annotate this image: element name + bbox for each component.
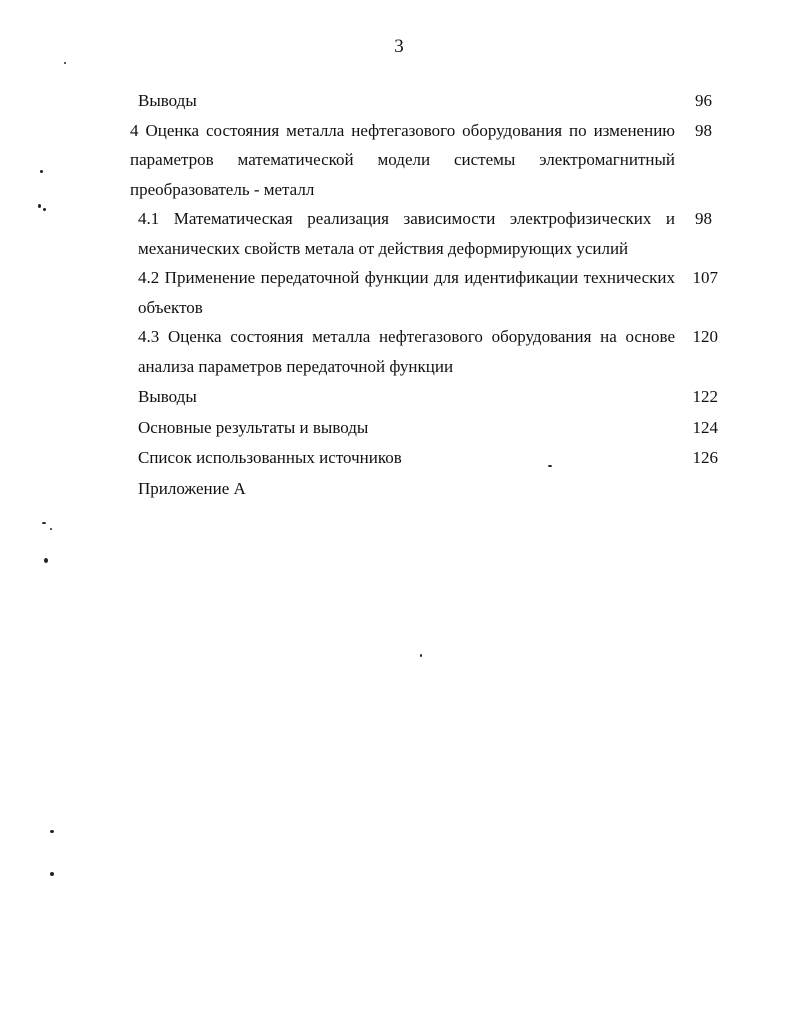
toc-entry: [130, 86, 720, 116]
toc-entry: [130, 443, 720, 473]
scan-speck: [420, 654, 422, 657]
scan-speck: [40, 170, 43, 173]
scan-speck: [44, 558, 48, 563]
toc-entry: [130, 116, 720, 205]
toc-entry: [130, 474, 720, 504]
toc-entry-title: Основные результаты и выводы: [138, 417, 369, 437]
toc-entry-page: 107: [692, 268, 718, 287]
toc-entry-page: 126: [692, 448, 718, 467]
toc-entry: [130, 382, 720, 412]
toc-entry-title: Выводы: [138, 387, 197, 406]
toc-entry-title: 4.1 Математическая реализация зависимости электрофизических и механических свойств метала от действия деформирующих усилий: [138, 209, 675, 258]
toc-entry-page: 124: [692, 417, 718, 437]
toc-entry: [130, 413, 720, 443]
scan-speck: [548, 465, 552, 467]
toc-entry-title: 4.3 Оценка состояния металла нефтегазового оборудования на основе анализа параметров передаточной функции: [138, 327, 675, 376]
toc-entry: [130, 263, 720, 322]
toc-entry-page: 120: [692, 327, 718, 346]
page-number: 3: [394, 36, 404, 57]
toc-entry: [130, 322, 720, 381]
toc-entry-title: 4.2 Применение передаточной функции для идентификации технических объектов: [138, 268, 675, 317]
toc-entry-title: Приложение А: [138, 478, 246, 498]
table-of-contents: [130, 86, 720, 503]
toc-entry-page: 98: [695, 120, 712, 140]
toc-entry-title: 4 Оценка состояния металла нефтегазового оборудования по изменению параметров математической модели системы электромагнитный преобразователь - металл: [130, 120, 675, 199]
scan-speck: [50, 528, 52, 530]
scan-speck: [42, 522, 46, 524]
toc-entry: [130, 204, 720, 263]
scan-speck: [43, 208, 46, 211]
toc-entry-page: 122: [692, 387, 718, 406]
scan-speck: [50, 872, 54, 876]
toc-entry-page: 96: [695, 91, 712, 110]
toc-entry-title: Выводы: [138, 91, 197, 110]
toc-entry-page: 98: [695, 209, 712, 228]
scan-speck: [64, 62, 66, 64]
toc-entry-title: Список использованных источников: [138, 448, 402, 467]
scan-speck: [38, 204, 41, 208]
scan-speck: [50, 830, 54, 833]
